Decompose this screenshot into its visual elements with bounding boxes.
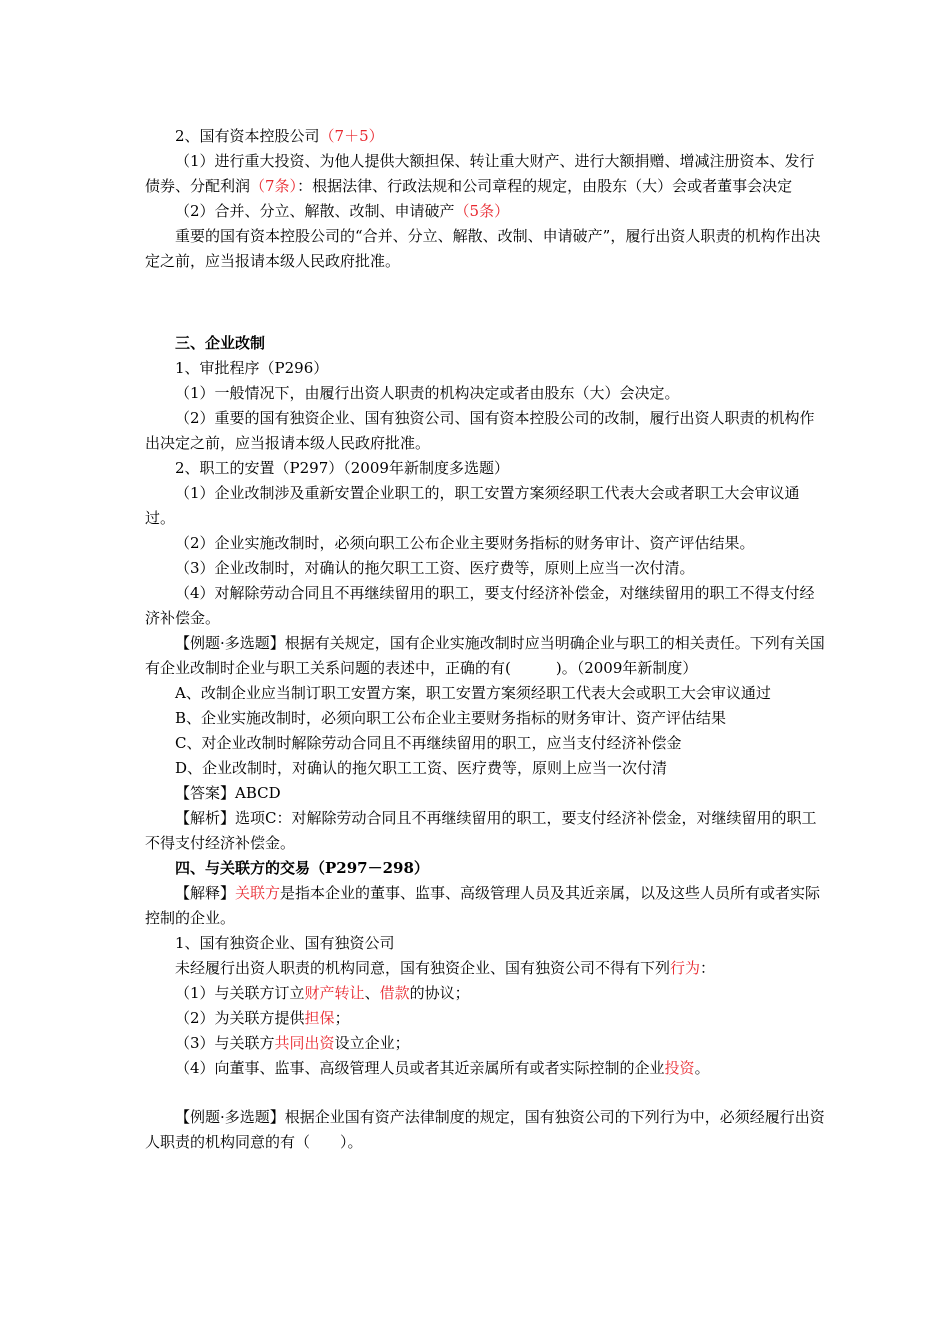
sec3-heading: 三、企业改制	[175, 334, 266, 352]
sec3-answer: 【答案】ABCD	[175, 784, 281, 802]
sec2-item1: （1）进行重大投资、为他人提供大额担保、转让重大财产、进行大额捐赠、增减注册资本、发行债券、分配利润（7条）：根据法律、行政法规和公司章程的规定，由股东（大）会或者董事会决定	[145, 152, 815, 195]
sec4-item3-term: 共同出资	[274, 1034, 335, 1052]
sec3-sub1: 1、审批程序（P296）	[175, 359, 329, 377]
sec2-title: 2、国有资本控股公司（7＋5）	[175, 127, 384, 145]
sec4-item1-term2: 借款	[379, 984, 410, 1002]
sec4-intro-term: 行为	[670, 959, 701, 977]
sec2-title-note: （7＋5）	[319, 127, 384, 145]
sec4-item1-term1: 财产转让	[304, 984, 365, 1002]
sec3-sub2-p4: （4）对解除劳动合同且不再继续留用的职工，要支付经济补偿金，对继续留用的职工不得支付经济补偿金。	[145, 584, 815, 627]
sec4-intro: 未经履行出资人职责的机构同意，国有独资企业、国有独资公司不得有下列行为：	[175, 959, 716, 977]
sec2-item1-note: （7条）	[250, 177, 298, 195]
sec4-heading: 四、与关联方的交易（P297－298）	[175, 859, 429, 877]
spacer	[145, 1081, 825, 1105]
sec4-item2-term: 担保	[304, 1009, 335, 1027]
sec4-item4: （4）向董事、监事、高级管理人员或者其近亲属所有或者实际控制的企业投资。	[175, 1059, 710, 1077]
sec4-item3: （3）与关联方共同出资设立企业；	[175, 1034, 410, 1052]
spacer	[145, 274, 825, 331]
sec4-explain: 【解释】关联方是指本企业的董事、监事、高级管理人员及其近亲属，以及这些人员所有或者实际控制的企业。	[145, 884, 821, 927]
sec4-item1: （1）与关联方订立财产转让、借款的协议；	[175, 984, 470, 1002]
sec2-item2: （2）合并、分立、解散、改制、申请破产（5条）	[175, 202, 510, 220]
sec3-sub2-p2: （2）企业实施改制时，必须向职工公布企业主要财务指标的财务审计、资产评估结果。	[175, 534, 755, 552]
sec4-example-question: 【例题·多选题】根据企业国有资产法律制度的规定，国有独资公司的下列行为中，必须经履行出资人职责的机构同意的有（ ）。	[145, 1108, 825, 1151]
sec3-option-a: A、改制企业应当制订职工安置方案，职工安置方案须经职工代表大会或职工大会审议通过	[175, 684, 771, 702]
sec3-sub1-p2: （2）重要的国有独资企业、国有独资公司、国有资本控股公司的改制，履行出资人职责的机构作出决定之前，应当报请本级人民政府批准。	[145, 409, 815, 452]
sec4-item2: （2）为关联方提供担保；	[175, 1009, 350, 1027]
sec2-item2-note: （5条）	[454, 202, 510, 220]
document-body	[145, 124, 825, 1155]
sec3-sub2-p1: （1）企业改制涉及重新安置企业职工的，职工安置方案须经职工代表大会或者职工大会审议通过。	[145, 484, 800, 527]
sec3-option-b: B、企业实施改制时，必须向职工公布企业主要财务指标的财务审计、资产评估结果	[175, 709, 727, 727]
sec3-example-question: 【例题·多选题】根据有关规定，国有企业实施改制时应当明确企业与职工的相关责任。下列有关国有企业改制时企业与职工关系问题的表述中，正确的有( )。（2009年新制度）	[145, 634, 825, 677]
sec3-option-d: D、企业改制时，对确认的拖欠职工工资、医疗费等，原则上应当一次付清	[175, 759, 668, 777]
sec3-sub2: 2、职工的安置（P297）（2009年新制度多选题）	[175, 459, 509, 477]
sec3-analysis: 【解析】选项C：对解除劳动合同且不再继续留用的职工，要支付经济补偿金，对继续留用的职工不得支付经济补偿金。	[145, 809, 817, 852]
sec4-item4-term: 投资	[664, 1059, 695, 1077]
sec3-option-c: C、对企业改制时解除劳动合同且不再继续留用的职工，应当支付经济补偿金	[175, 734, 682, 752]
sec3-sub2-p3: （3）企业改制时，对确认的拖欠职工工资、医疗费等，原则上应当一次付清。	[175, 559, 695, 577]
sec4-sub1: 1、国有独资企业、国有独资公司	[175, 934, 395, 952]
sec4-explain-term: 关联方	[235, 884, 281, 902]
sec3-sub1-p1: （1）一般情况下，由履行出资人职责的机构决定或者由股东（大）会决定。	[175, 384, 680, 402]
sec2-note: 重要的国有资本控股公司的“合并、分立、解散、改制、申请破产”，履行出资人职责的机构作出决定之前，应当报请本级人民政府批准。	[145, 227, 821, 270]
